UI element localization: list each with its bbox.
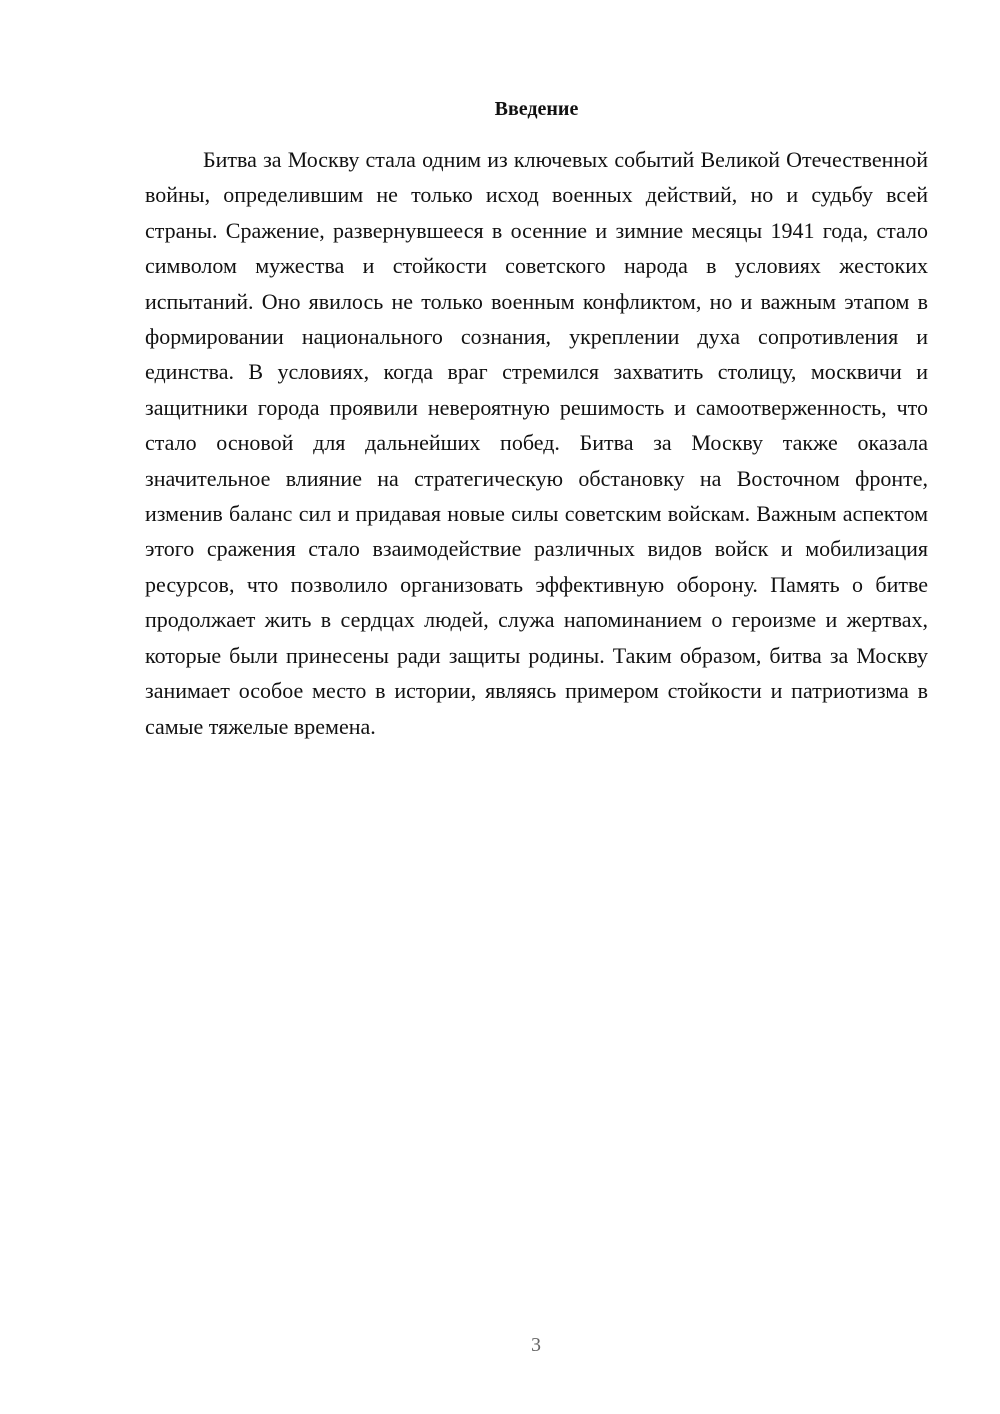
body-paragraph: Битва за Москву стала одним из ключевых событий Великой Отечественной войны, определившим не только исход военных действий, но и судьбу всей страны. Сражение, развернувшееся в осенние и зимние месяцы 1941 года, стало символом мужества и стойкости советского народа в условиях жестоких испытаний. Оно явилось не только военным конфликтом, но и важным этапом в формировании национального сознания, укреплении духа сопротивления и единства. В условиях, когда враг стремился захватить столицу, москвичи и защитники города проявили невероятную решимость и самоотверженность, что стало основой для дальнейших побед. Битва за Москву также оказала значительное влияние на стратегическую обстановку на Восточном фронте, изменив баланс сил и придавая новые силы советским войскам. Важным аспектом этого сражения стало взаимодействие различных видов войск и мобилизация ресурсов, что позволило организовать эффективную оборону. Память о битве продолжает жить в сердцах людей, служа напоминанием о героизме и жертвах, которые были принесены ради защиты родины. Таким образом, битва за Москву занимает особое место в истории, являясь примером стойкости и патриотизма в самые тяжелые времена. bbox=[145, 147, 928, 739]
page-number: 3 bbox=[531, 1334, 541, 1356]
section-title: Введение bbox=[494, 98, 579, 120]
